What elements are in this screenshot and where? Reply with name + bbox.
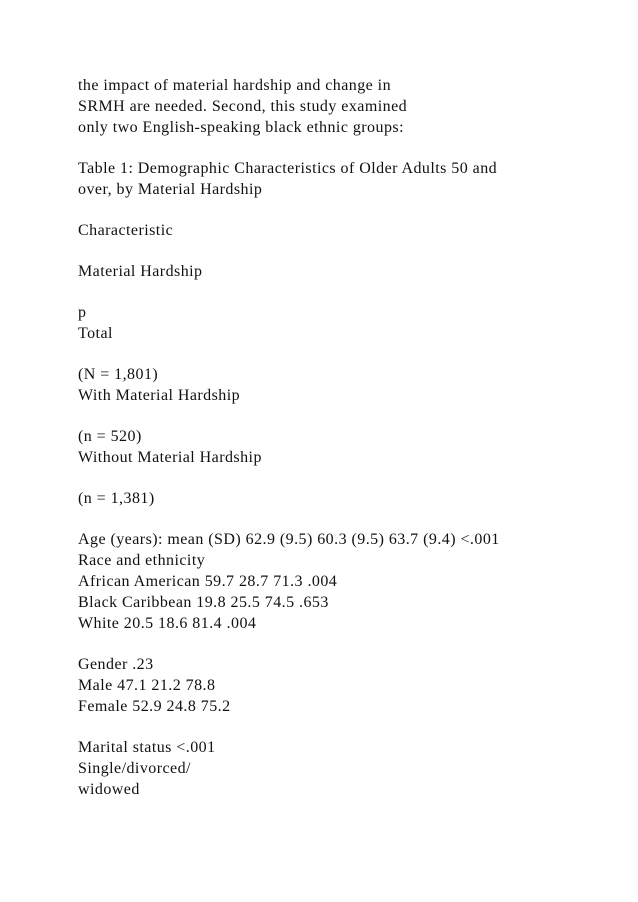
text-line: only two English-speaking black ethnic groups: xyxy=(78,119,404,136)
column-header: p xyxy=(78,304,87,321)
table-row: Female 52.9 24.8 75.2 xyxy=(78,698,231,715)
column-header: Without Material Hardship xyxy=(78,449,262,466)
table-row: Black Caribbean 19.8 25.5 74.5 .653 xyxy=(78,594,329,611)
column-header: (n = 1,381) xyxy=(78,490,155,507)
text-line: the impact of material hardship and change in xyxy=(78,77,392,94)
column-header: Characteristic xyxy=(78,222,174,239)
column-header: Material Hardship xyxy=(78,263,203,280)
table-row: Gender .23 xyxy=(78,656,154,673)
column-header: With Material Hardship xyxy=(78,387,241,404)
table-row: Male 47.1 21.2 78.8 xyxy=(78,677,216,694)
table-row: Race and ethnicity xyxy=(78,552,206,569)
table-row: Marital status <.001 xyxy=(78,739,216,756)
text-line: SRMH are needed. Second, this study examined xyxy=(78,98,408,115)
table-row: Age (years): mean (SD) 62.9 (9.5) 60.3 (9.5) 63.7 (9.4) <.001 xyxy=(78,531,500,548)
table-row: widowed xyxy=(78,781,140,798)
table-title: over, by Material Hardship xyxy=(78,181,263,198)
table-row: African American 59.7 28.7 71.3 .004 xyxy=(78,573,338,590)
column-header: Total xyxy=(78,325,113,342)
column-header: (N = 1,801) xyxy=(78,366,159,383)
column-header: (n = 520) xyxy=(78,428,142,445)
table-row: Single/divorced/ xyxy=(78,760,191,777)
table-title: Table 1: Demographic Characteristics of Older Adults 50 and xyxy=(78,160,498,177)
table-row: White 20.5 18.6 81.4 .004 xyxy=(78,615,257,632)
